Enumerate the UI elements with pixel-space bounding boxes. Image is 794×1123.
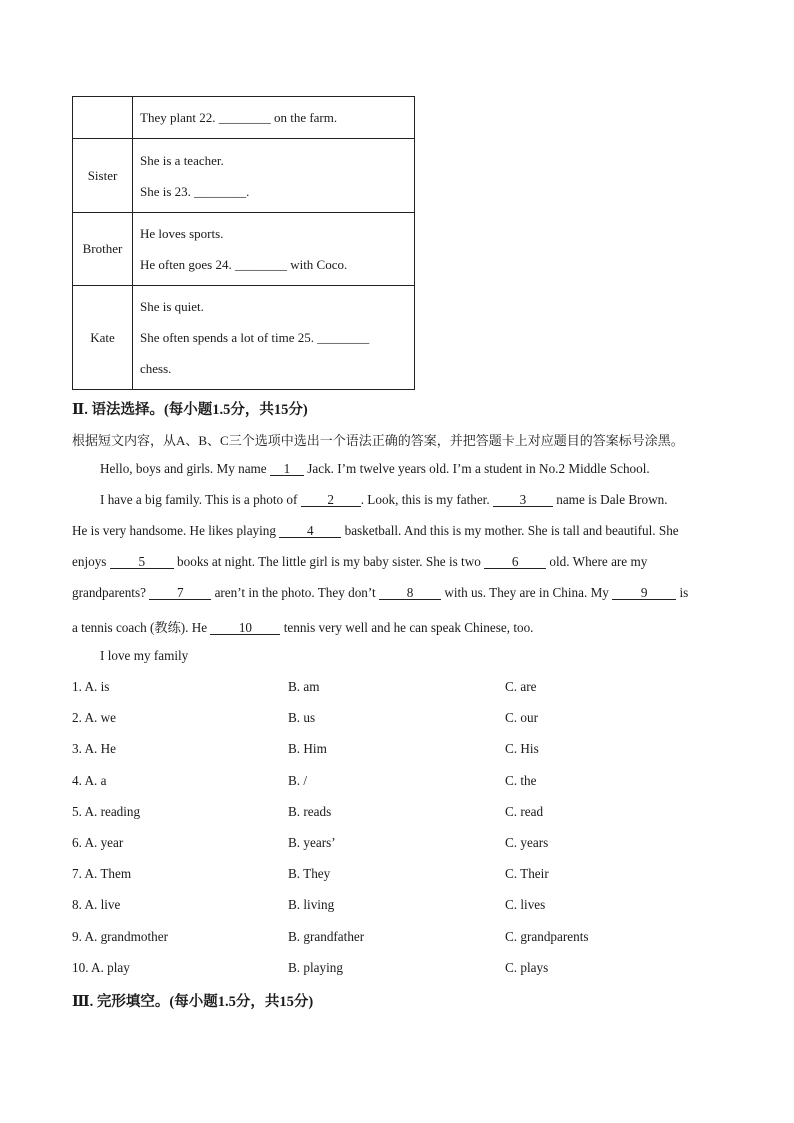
option-a: 5. A. reading [72, 804, 141, 819]
option-c: C. lives [505, 897, 546, 912]
option-a: 9. A. grandmother [72, 929, 168, 944]
blank-6: 6 [484, 555, 546, 569]
blank-2: 2 [301, 493, 361, 507]
table-row-label: Brother [73, 213, 133, 286]
option-a: 2. A. we [72, 710, 116, 725]
passage-line-4: enjoys 5 books at night. The little girl is my baby sister. She is two 6 old. Where are my [72, 554, 648, 569]
table-cell [133, 286, 415, 390]
option-a: 6. A. year [72, 835, 124, 850]
table-line: They plant 22. ________ on the farm. [140, 110, 338, 125]
option-a: 7. A. Them [72, 866, 132, 881]
option-c: C. read [505, 804, 544, 819]
table-row-label: Sister [73, 139, 133, 213]
option-b: B. Him [288, 741, 327, 756]
option-b: B. years’ [288, 835, 336, 850]
passage-line-2: I have a big family. This is a photo of 2 . Look, this is my father. 3 name is Dale Brown. [100, 492, 668, 507]
table-line: She often spends a lot of time 25. ________ [140, 330, 370, 345]
table-row [73, 97, 415, 139]
passage-line-7: I love my family [100, 648, 189, 663]
table-cell [133, 97, 415, 139]
option-b: B. grandfather [288, 929, 365, 944]
section-2-instruction: 根据短文内容，从A、B、C三个选项中选出一个语法正确的答案，并把答题卡上对应题目的答案标号涂黑。 [72, 433, 684, 448]
option-a: 1. A. is [72, 679, 110, 694]
table-row [73, 286, 415, 390]
table-line: She is a teacher. [140, 152, 224, 168]
option-b: B. us [288, 710, 316, 725]
option-c: C. grandparents [505, 929, 589, 944]
option-c: C. His [505, 741, 539, 756]
option-c: C. are [505, 679, 537, 694]
blank-5: 5 [110, 555, 174, 569]
table-line: He often goes 24. ________ with Coco. [140, 257, 348, 272]
family-info-table [72, 96, 415, 390]
table-line: She is quiet. [140, 299, 204, 314]
option-b: B. living [288, 897, 335, 912]
option-b: B. reads [288, 804, 332, 819]
option-a: 3. A. He [72, 741, 116, 756]
option-a: 4. A. a [72, 773, 107, 788]
passage-line-3: He is very handsome. He likes playing 4 basketball. And this is my mother. She is tall and beautiful. She [72, 523, 679, 538]
passage-line-1: Hello, boys and girls. My name 1 Jack. I’m twelve years old. I’m a student in No.2 Middle School. [100, 461, 650, 476]
passage-line-6: a tennis coach (教练). He 10 tennis very well and he can speak Chinese, too. [72, 620, 534, 635]
blank-4: 4 [279, 524, 341, 538]
option-c: C. plays [505, 960, 549, 975]
option-c: C. our [505, 710, 538, 725]
table-line: She is 23. ________. [140, 183, 250, 199]
section-2-heading: Ⅱ. 语法选择。(每小题1.5分，共15分) [72, 402, 308, 418]
blank-10: 10 [210, 621, 280, 635]
table-line: chess. [140, 361, 172, 376]
passage-line-5: grandparents? 7 aren’t in the photo. They don’t 8 with us. They are in China. My 9 is [72, 585, 689, 600]
blank-3: 3 [493, 493, 553, 507]
option-c: C. the [505, 773, 537, 788]
table-line: He loves sports. [140, 226, 224, 241]
table-cell [133, 139, 415, 213]
table-row-label [73, 97, 133, 139]
table-row [73, 213, 415, 286]
table-row-label: Kate [73, 286, 133, 390]
blank-7: 7 [149, 586, 211, 600]
table-row [73, 139, 415, 213]
option-b: B. They [288, 866, 331, 881]
option-a: 8. A. live [72, 897, 121, 912]
option-c: C. years [505, 835, 549, 850]
section-3-heading: Ⅲ. 完形填空。(每小题1.5分，共15分) [72, 994, 314, 1010]
option-b: B. / [288, 773, 308, 788]
table-cell [133, 213, 415, 286]
option-b: B. playing [288, 960, 343, 975]
blank-1: 1 [270, 462, 304, 476]
blank-9: 9 [612, 586, 676, 600]
option-c: C. Their [505, 866, 549, 881]
option-a: 10. A. play [72, 960, 130, 975]
blank-8: 8 [379, 586, 441, 600]
option-b: B. am [288, 679, 320, 694]
